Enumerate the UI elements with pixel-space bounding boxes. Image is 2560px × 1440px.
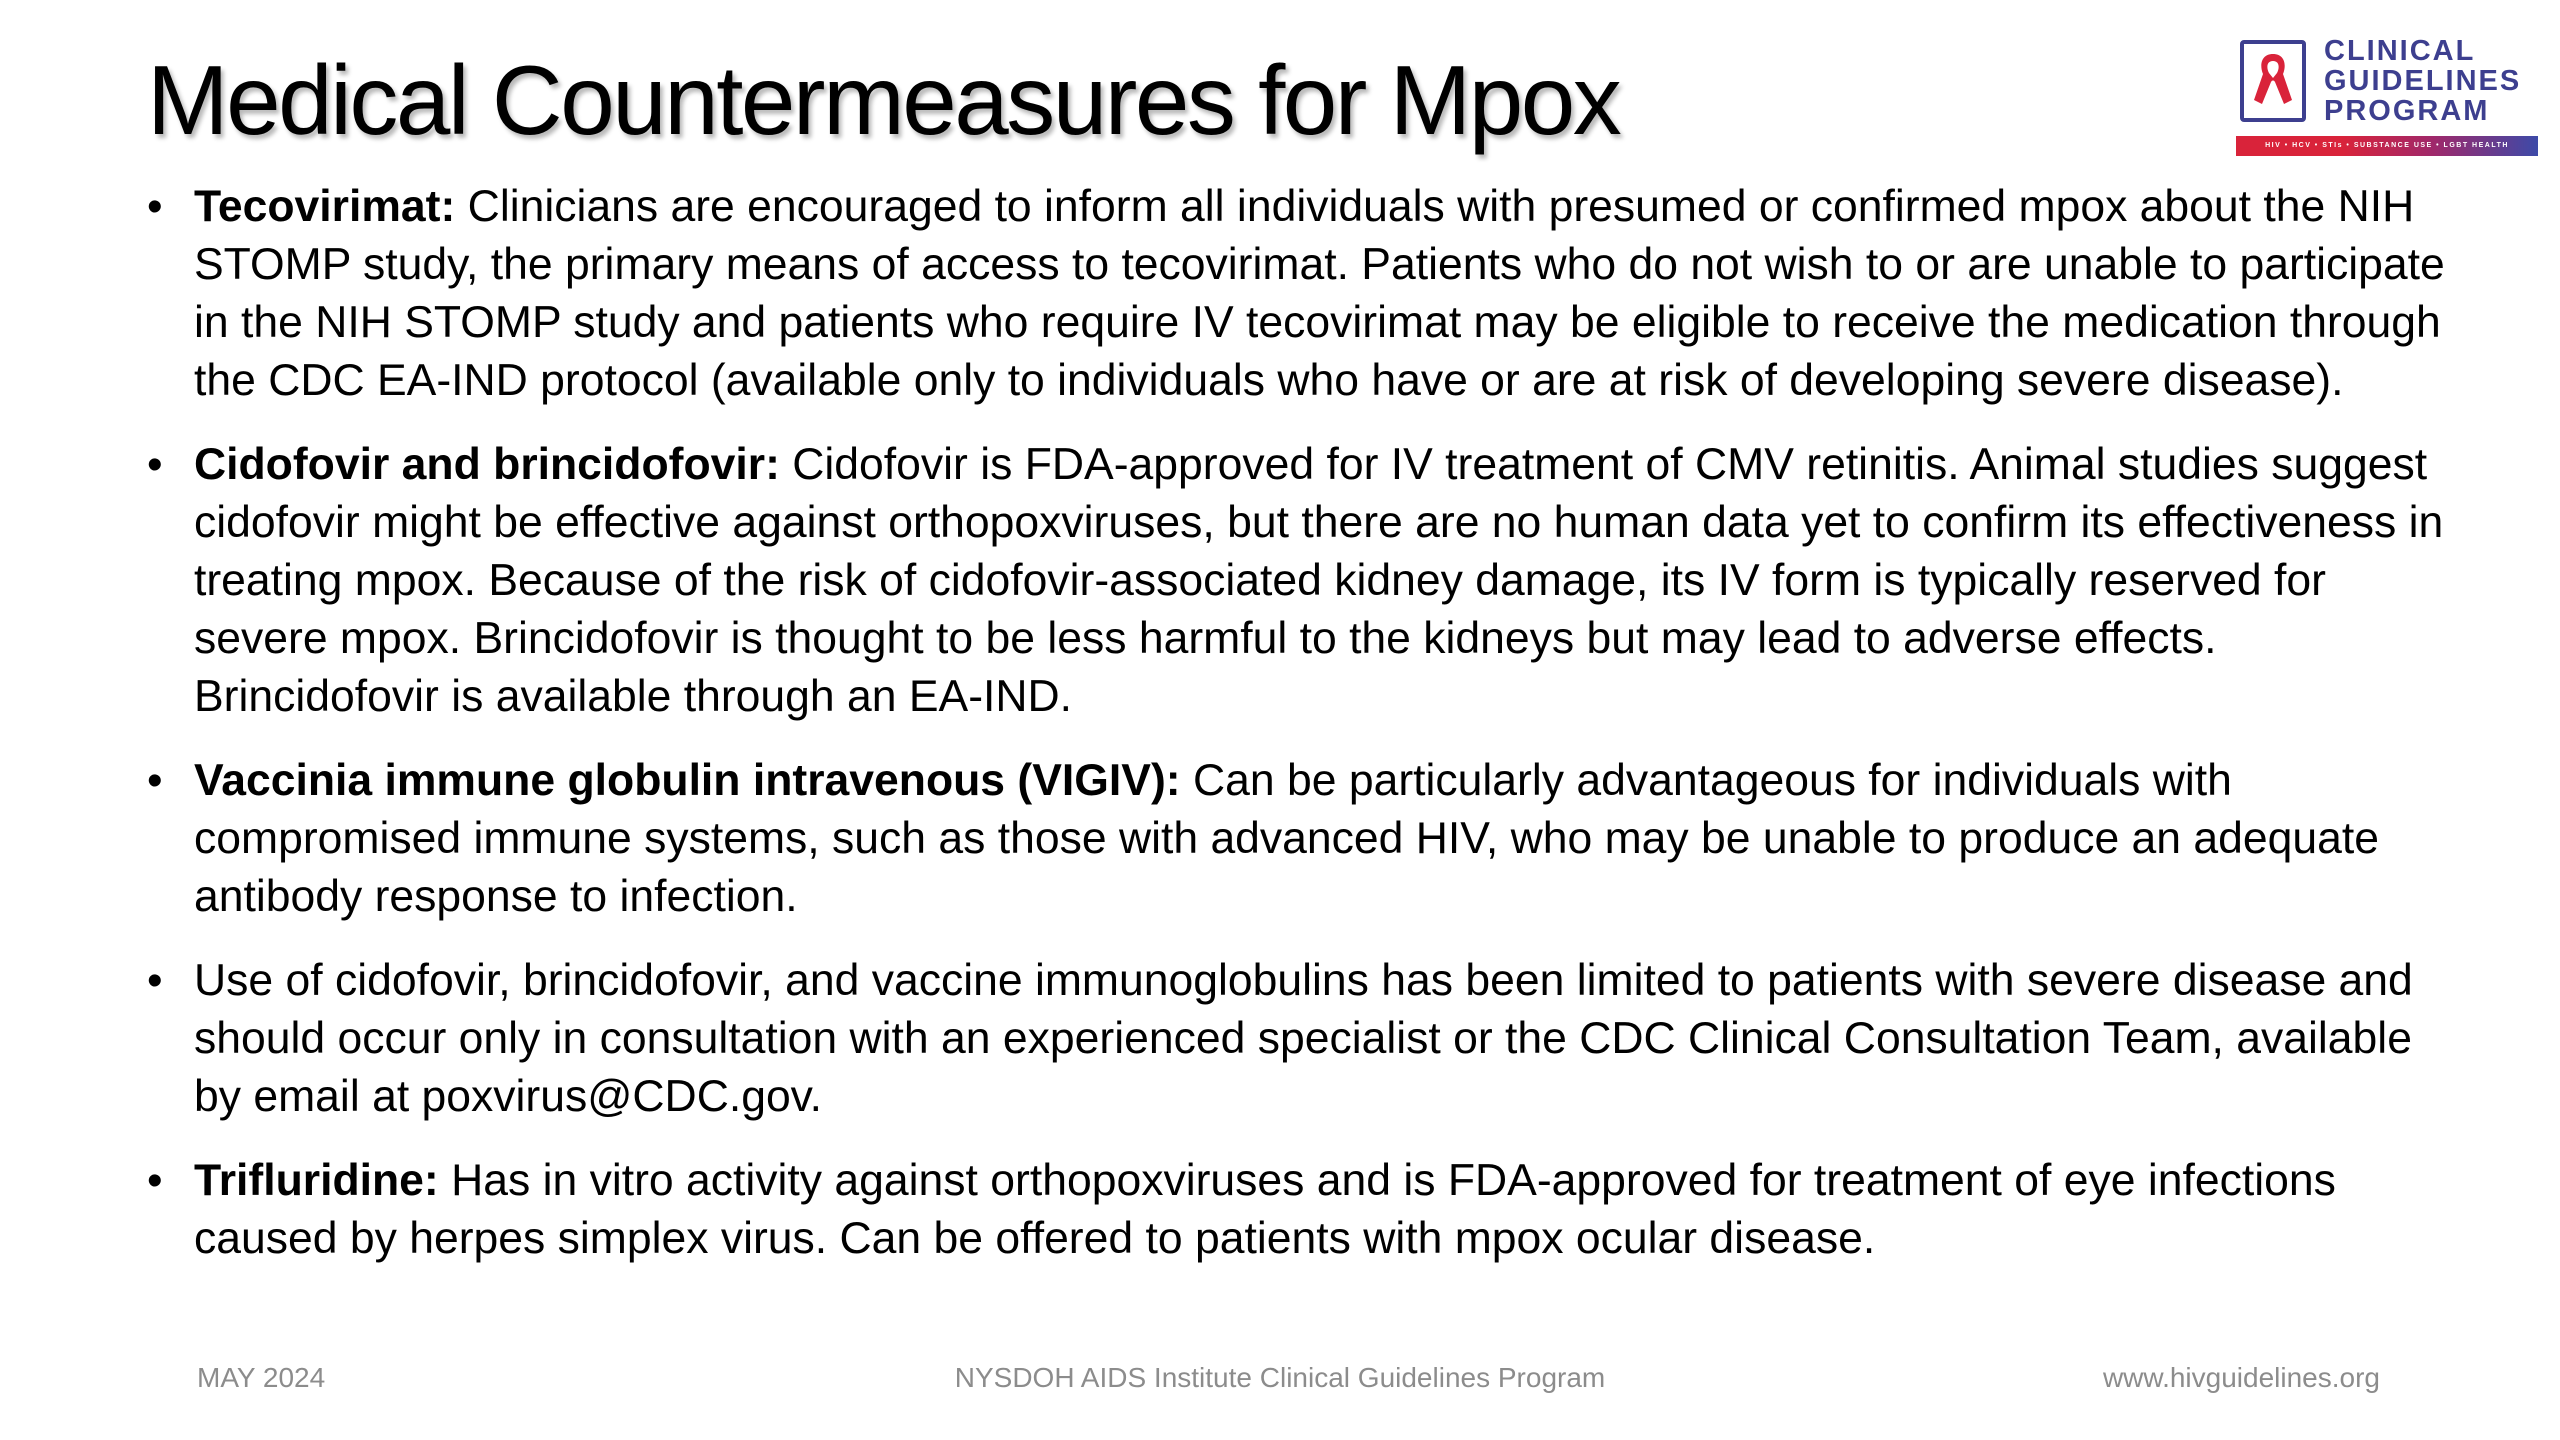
logo-tagline-bar [2236, 136, 2538, 156]
bullet-dot: • [147, 1156, 163, 1205]
bullet-item-tecovirimat [147, 178, 2447, 410]
bullet-dot: • [147, 756, 163, 805]
bullet-dot: • [147, 440, 163, 489]
bullet-item-trifluridine [147, 1152, 2447, 1268]
bullet-text: Clinicians are encouraged to inform all individuals with presumed or confirmed mpox about the NIH STOMP study, the primary means of access to tecovirimat. Patients who do not wish to or are unable to participate in the NIH STOMP study and patients who require IV tecovirimat may be eligible to receive the medication through the CDC EA-IND protocol (available only to individuals who have or are at risk of developing severe disease). [194, 182, 2445, 405]
logo-line-program: PROGRAM [2324, 95, 2490, 127]
bullet-dot: • [147, 182, 163, 231]
logo-text [2324, 36, 2521, 126]
bullet-text: Use of cidofovir, brincidofovir, and vaccine immunoglobulins has been limited to patients with severe disease and should occur only in consultation with an experienced specialist or the CDC Clinical Consultation Team, available by email at poxvirus@CDC.gov. [194, 956, 2413, 1121]
slide-title: Medical Countermeasures for Mpox [147, 45, 1620, 155]
bullet-term: Vaccinia immune globulin intravenous (VIGIV): [194, 756, 1181, 805]
bullet-list [147, 178, 2447, 1294]
footer-url: www.hivguidelines.org [2102, 1362, 2380, 1393]
bullet-term: Cidofovir and brincidofovir: [194, 440, 780, 489]
logo-tagline: HIV • HCV • STIs • SUBSTANCE USE • LGBT HEALTH [2265, 142, 2509, 149]
bullet-item-consultation [147, 952, 2447, 1126]
bullet-dot: • [147, 956, 163, 1005]
red-ribbon-icon [2250, 50, 2296, 112]
bullet-text: Has in vitro activity against orthopoxviruses and is FDA-approved for treatment of eye infections caused by herpes simplex virus. Can be offered to patients with mpox ocular disease. [194, 1156, 2336, 1263]
footer-date: MAY 2024 [197, 1362, 326, 1393]
clinical-guidelines-program-logo [2236, 36, 2536, 162]
bullet-item-cidofovir-brincidofovir [147, 436, 2447, 726]
bullet-term: Trifluridine: [194, 1156, 439, 1205]
logo-line-guidelines: GUIDELINES [2324, 65, 2522, 97]
footer-program: NYSDOH AIDS Institute Clinical Guidelines Program [954, 1362, 1606, 1393]
bullet-text: Cidofovir is FDA-approved for IV treatment of CMV retinitis. Animal studies suggest cidofovir might be effective against orthopoxviruses, but there are no human data yet to confirm its effectiveness in treating mpox. Because of the risk of cidofovir-associated kidney damage, its IV form is typically reserved for severe mpox. Brincidofovir is thought to be less harmful to the kidneys but may lead to adverse effects. Brincidofovir is available through an EA-IND. [194, 440, 2444, 721]
logo-ribbon-frame [2240, 40, 2306, 122]
bullet-text: Can be particularly advantageous for individuals with compromised immune systems, such as those with advanced HIV, who may be unable to produce an adequate antibody response to infection. [194, 756, 2380, 921]
bullet-term: Tecovirimat: [194, 182, 456, 231]
bullet-item-vigiv [147, 752, 2447, 926]
logo-line-clinical: CLINICAL [2324, 35, 2476, 67]
